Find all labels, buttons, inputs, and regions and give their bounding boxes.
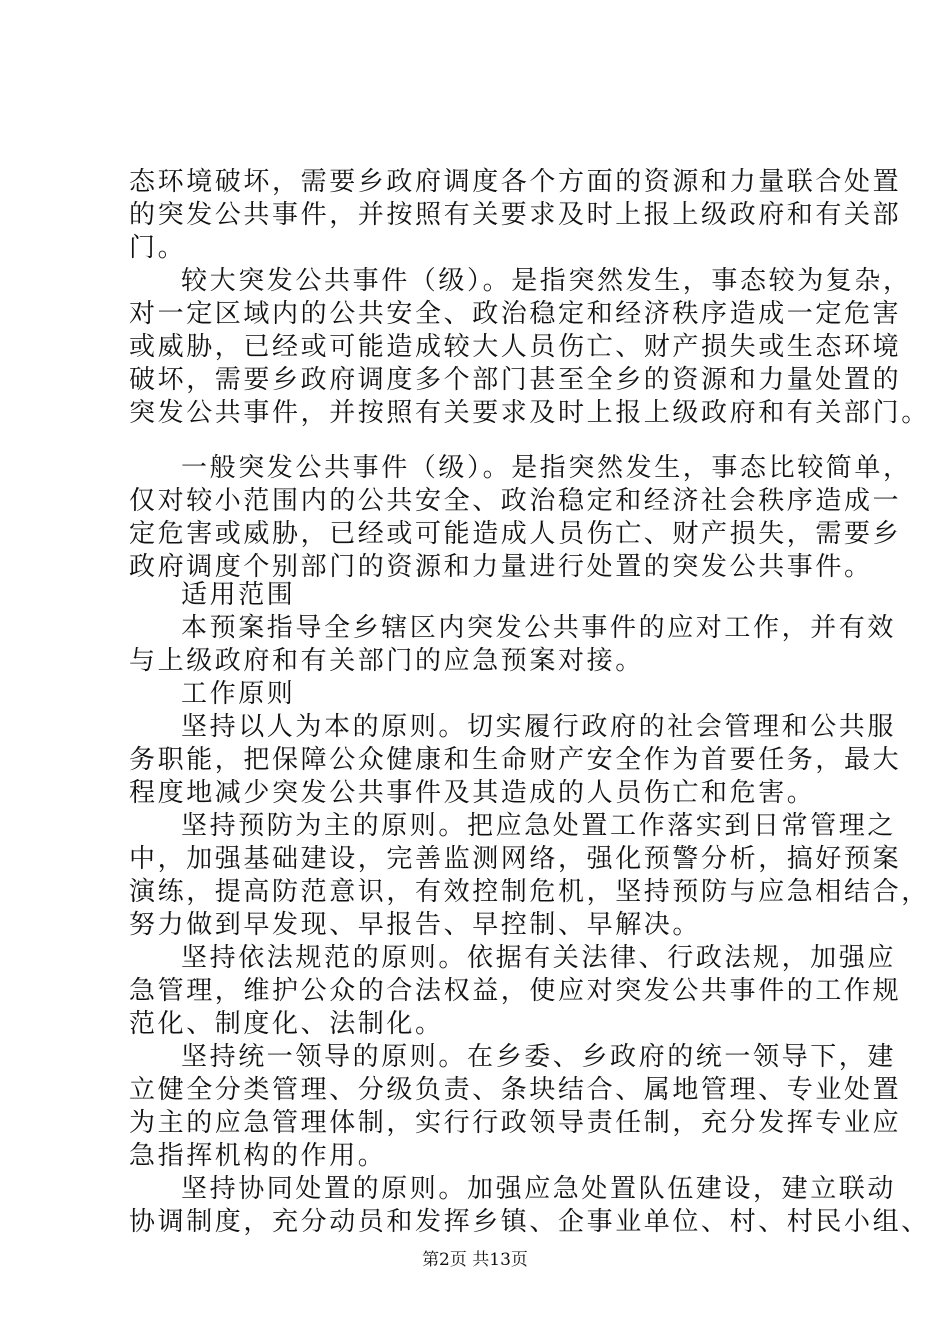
text-line: 坚持以人为本的原则。切实履行政府的社会管理和公共服 [181, 712, 897, 742]
text-line: 为主的应急管理体制，实行行政领导责任制，充分发挥专业应 [129, 1108, 902, 1138]
text-line: 务职能，把保障公众健康和生命财产安全作为首要任务，最大 [129, 745, 902, 775]
text-line: 或威胁，已经或可能造成较大人员伤亡、财产损失或生态环境 [129, 332, 902, 362]
text-line: 努力做到早发现、早报告、早控制、早解决。 [129, 910, 702, 940]
text-line: 的突发公共事件，并按照有关要求及时上报上级政府和有关部 [129, 200, 902, 230]
text-line: 仅对较小范围内的公共安全、政治稳定和经济社会秩序造成一 [129, 486, 902, 516]
text-line: 坚持统一领导的原则。在乡委、乡政府的统一领导下，建 [181, 1042, 897, 1072]
page-footer: 第2页 共13页 [422, 1250, 528, 1270]
text-line: 门。 [129, 233, 187, 263]
text-line: 坚持协同处置的原则。加强应急处置队伍建设，建立联动 [181, 1174, 897, 1204]
text-line: 破坏，需要乡政府调度多个部门甚至全乡的资源和力量处置的 [129, 365, 902, 395]
text-line: 演练，提高防范意识，有效控制危机，坚持预防与应急相结合， [129, 877, 930, 907]
text-line: 协调制度，充分动员和发挥乡镇、企事业单位、村、村民小组、 [129, 1207, 930, 1237]
text-line: 较大突发公共事件（级）。是指突然发生，事态较为复杂， [181, 266, 912, 296]
text-line: 急指挥机构的作用。 [129, 1141, 387, 1171]
text-line: 急管理，维护公众的合法权益，使应对突发公共事件的工作规 [129, 976, 902, 1006]
text-line: 一般突发公共事件（级）。是指突然发生，事态比较简单， [181, 453, 912, 483]
text-line: 坚持预防为主的原则。把应急处置工作落实到日常管理之 [181, 811, 897, 841]
text-line: 态环境破坏，需要乡政府调度各个方面的资源和力量联合处置 [129, 167, 902, 197]
text-line: 本预案指导全乡辖区内突发公共事件的应对工作，并有效 [181, 613, 897, 643]
text-line: 工作原则 [181, 679, 296, 709]
text-line: 立健全分类管理、分级负责、条块结合、属地管理、专业处置 [129, 1075, 902, 1105]
text-line: 与上级政府和有关部门的应急预案对接。 [129, 646, 644, 676]
text-line: 范化、制度化、法制化。 [129, 1009, 444, 1039]
text-line: 适用范围 [181, 580, 296, 610]
text-line: 程度地减少突发公共事件及其造成的人员伤亡和危害。 [129, 778, 816, 808]
text-line: 政府调度个别部门的资源和力量进行处置的突发公共事件。 [129, 552, 873, 582]
text-line: 定危害或威胁，已经或可能造成人员伤亡、财产损失，需要乡 [129, 519, 902, 549]
text-line: 对一定区域内的公共安全、政治稳定和经济秩序造成一定危害 [129, 299, 902, 329]
text-line: 突发公共事件，并按照有关要求及时上报上级政府和有关部门。 [129, 398, 930, 428]
text-line: 坚持依法规范的原则。依据有关法律、行政法规，加强应 [181, 943, 897, 973]
text-line: 中，加强基础建设，完善监测网络，强化预警分析，搞好预案 [129, 844, 902, 874]
